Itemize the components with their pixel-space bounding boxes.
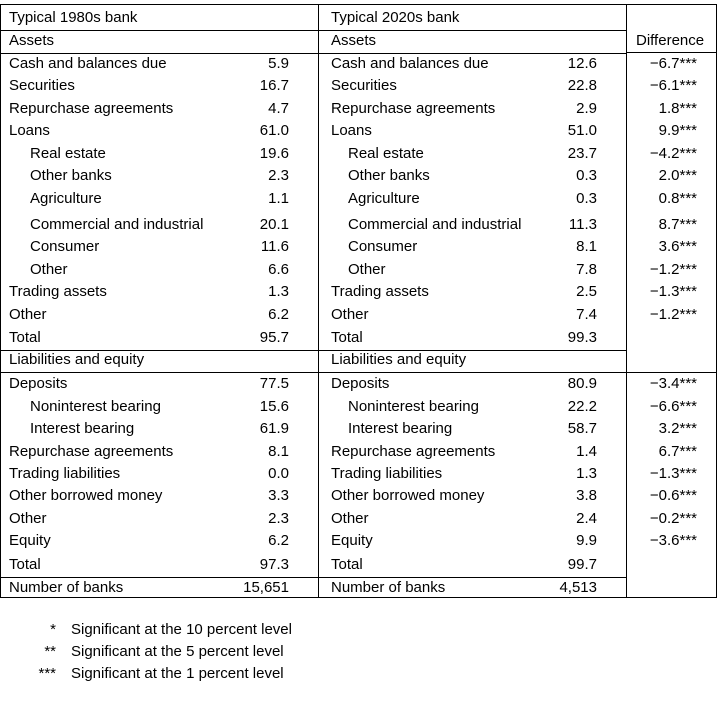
row-value-1980s: 4.7 [268, 100, 289, 117]
row-label-2020s: Agriculture [348, 190, 420, 207]
row-value-1980s: 6.2 [268, 306, 289, 323]
row-value-1980s: 1.3 [268, 283, 289, 300]
row-value-2020s: 22.8 [567, 77, 597, 94]
row-label-2020s: Trading liabilities [331, 465, 443, 482]
row-label-1980s: Consumer [30, 238, 100, 255]
header-rule [0, 30, 627, 31]
row-value-1980s: 15,651 [243, 579, 289, 596]
top-rule [0, 4, 716, 5]
row-label-1980s: Other banks [30, 167, 112, 184]
row-value-1980s: 95.7 [259, 329, 289, 346]
row-value-2020s: 7.8 [576, 261, 597, 278]
row-label-1980s: Other [30, 261, 68, 278]
row-value-2020s: 9.9 [576, 532, 597, 549]
row-value-2020s: 3.8 [576, 487, 597, 504]
difference-divider [626, 4, 627, 598]
row-value-1980s: 20.1 [259, 216, 289, 233]
row-value-1980s: 16.7 [259, 77, 289, 94]
row-label-2020s: Repurchase agreements [331, 100, 496, 117]
row-difference: −3.4*** [649, 375, 697, 392]
row-value-1980s: 6.2 [268, 532, 289, 549]
row-difference: −4.2*** [649, 145, 697, 162]
row-difference: 9.9*** [658, 122, 697, 139]
row-value-2020s: 23.7 [567, 145, 597, 162]
row-label-1980s: Interest bearing [30, 420, 135, 437]
row-label-2020s: Number of banks [331, 579, 446, 596]
row-value-2020s: 12.6 [567, 55, 597, 72]
row-value-2020s: 99.3 [567, 329, 597, 346]
row-label-1980s: Other [9, 306, 47, 323]
row-label-2020s: Noninterest bearing [348, 398, 479, 415]
row-value-2020s: 7.4 [576, 306, 597, 323]
row-label-2020s: Other [331, 306, 369, 323]
row-label-1980s: Deposits [9, 375, 68, 392]
row-difference: 3.2*** [658, 420, 697, 437]
row-value-2020s: 22.2 [567, 398, 597, 415]
row-difference: 2.0*** [658, 167, 697, 184]
row-value-2020s: 2.4 [576, 510, 597, 527]
row-difference: −3.6*** [649, 532, 697, 549]
row-difference: −1.2*** [649, 306, 697, 323]
footnote-symbol: * [50, 621, 56, 638]
row-value-2020s: 1.3 [576, 465, 597, 482]
row-value-1980s: 2.3 [268, 510, 289, 527]
row-difference: 3.6*** [658, 238, 697, 255]
row-label-2020s: Interest bearing [348, 420, 453, 437]
row-value-1980s: 97.3 [259, 556, 289, 573]
row-difference: −1.3*** [649, 283, 697, 300]
row-difference: −6.7*** [649, 55, 697, 72]
row-label-1980s: Repurchase agreements [9, 100, 174, 117]
row-label-1980s: Assets [9, 32, 55, 49]
row-label-1980s: Securities [9, 77, 75, 94]
row-label-2020s: Deposits [331, 375, 390, 392]
row-value-2020s: 51.0 [567, 122, 597, 139]
row-label-2020s: Securities [331, 77, 397, 94]
left-border [0, 4, 1, 598]
row-value-1980s: 5.9 [268, 55, 289, 72]
footnote-text: Significant at the 1 percent level [71, 665, 284, 682]
row-value-2020s: 2.5 [576, 283, 597, 300]
footnote-symbol: ** [44, 643, 56, 660]
middle-divider [318, 4, 319, 598]
row-label-1980s: Liabilities and equity [9, 351, 145, 368]
diff-header-rule [626, 52, 717, 53]
row-label-2020s: Repurchase agreements [331, 443, 496, 460]
row-difference: −6.1*** [649, 77, 697, 94]
row-value-1980s: 15.6 [259, 398, 289, 415]
row-label-2020s: Cash and balances due [331, 55, 489, 72]
row-value-2020s: 4,513 [559, 579, 597, 596]
row-label-2020s: Other banks [348, 167, 430, 184]
row-difference: 6.7*** [658, 443, 697, 460]
row-value-1980s: 3.3 [268, 487, 289, 504]
row-difference: −0.2*** [649, 510, 697, 527]
row-separator [0, 53, 627, 54]
row-separator [0, 577, 627, 578]
row-label-2020s: Other borrowed money [331, 487, 485, 504]
row-value-1980s: 11.6 [260, 238, 289, 255]
row-value-1980s: 61.0 [259, 122, 289, 139]
row-label-2020s: Trading assets [331, 283, 429, 300]
row-label-1980s: Cash and balances due [9, 55, 167, 72]
row-value-2020s: 0.3 [576, 190, 597, 207]
row-label-2020s: Assets [331, 32, 377, 49]
footnote-text: Significant at the 5 percent level [71, 643, 284, 660]
row-value-2020s: 99.7 [567, 556, 597, 573]
row-difference: 8.7*** [658, 216, 697, 233]
row-label-1980s: Agriculture [30, 190, 102, 207]
row-value-2020s: 0.3 [576, 167, 597, 184]
row-value-1980s: 0.0 [268, 465, 289, 482]
row-difference: −1.2*** [649, 261, 697, 278]
row-label-1980s: Commercial and industrial [30, 216, 204, 233]
row-value-1980s: 77.5 [259, 375, 289, 392]
row-label-1980s: Equity [9, 532, 51, 549]
row-value-1980s: 6.6 [268, 261, 289, 278]
row-value-1980s: 61.9 [259, 420, 289, 437]
right-border [716, 4, 717, 598]
row-value-1980s: 19.6 [259, 145, 289, 162]
row-label-1980s: Repurchase agreements [9, 443, 174, 460]
row-value-2020s: 1.4 [576, 443, 597, 460]
footnote-symbol: *** [38, 665, 56, 682]
row-label-2020s: Other [348, 261, 386, 278]
row-value-2020s: 58.7 [567, 420, 597, 437]
header-2020s-bank: Typical 2020s bank [331, 9, 460, 26]
row-label-1980s: Trading assets [9, 283, 107, 300]
footnote-text: Significant at the 10 percent level [71, 621, 292, 638]
diff-separator [626, 372, 717, 373]
row-separator [0, 372, 627, 373]
row-label-2020s: Equity [331, 532, 373, 549]
row-label-2020s: Commercial and industrial [348, 216, 522, 233]
row-label-2020s: Consumer [348, 238, 418, 255]
row-value-2020s: 11.3 [568, 216, 597, 233]
row-label-1980s: Total [9, 556, 41, 573]
row-difference: −6.6*** [649, 398, 697, 415]
row-label-1980s: Trading liabilities [9, 465, 121, 482]
row-label-2020s: Total [331, 556, 363, 573]
row-label-2020s: Liabilities and equity [331, 351, 467, 368]
row-label-2020s: Real estate [348, 145, 424, 162]
row-difference: 1.8*** [658, 100, 697, 117]
row-label-2020s: Total [331, 329, 363, 346]
row-difference: −0.6*** [649, 487, 697, 504]
row-value-2020s: 80.9 [567, 375, 597, 392]
row-label-1980s: Other borrowed money [9, 487, 163, 504]
row-value-1980s: 8.1 [268, 443, 289, 460]
row-value-1980s: 2.3 [268, 167, 289, 184]
row-label-2020s: Other [331, 510, 369, 527]
row-label-1980s: Noninterest bearing [30, 398, 161, 415]
row-value-1980s: 1.1 [268, 190, 289, 207]
header-1980s-bank: Typical 1980s bank [9, 9, 138, 26]
row-value-2020s: 2.9 [576, 100, 597, 117]
row-label-1980s: Loans [9, 122, 50, 139]
row-label-1980s: Number of banks [9, 579, 124, 596]
row-difference: 0.8*** [658, 190, 697, 207]
bottom-rule [0, 597, 717, 598]
row-label-1980s: Real estate [30, 145, 106, 162]
row-label-1980s: Other [9, 510, 47, 527]
row-label-2020s: Loans [331, 122, 372, 139]
header-difference: Difference [636, 32, 705, 49]
row-value-2020s: 8.1 [576, 238, 597, 255]
row-label-1980s: Total [9, 329, 41, 346]
row-difference: −1.3*** [649, 465, 697, 482]
